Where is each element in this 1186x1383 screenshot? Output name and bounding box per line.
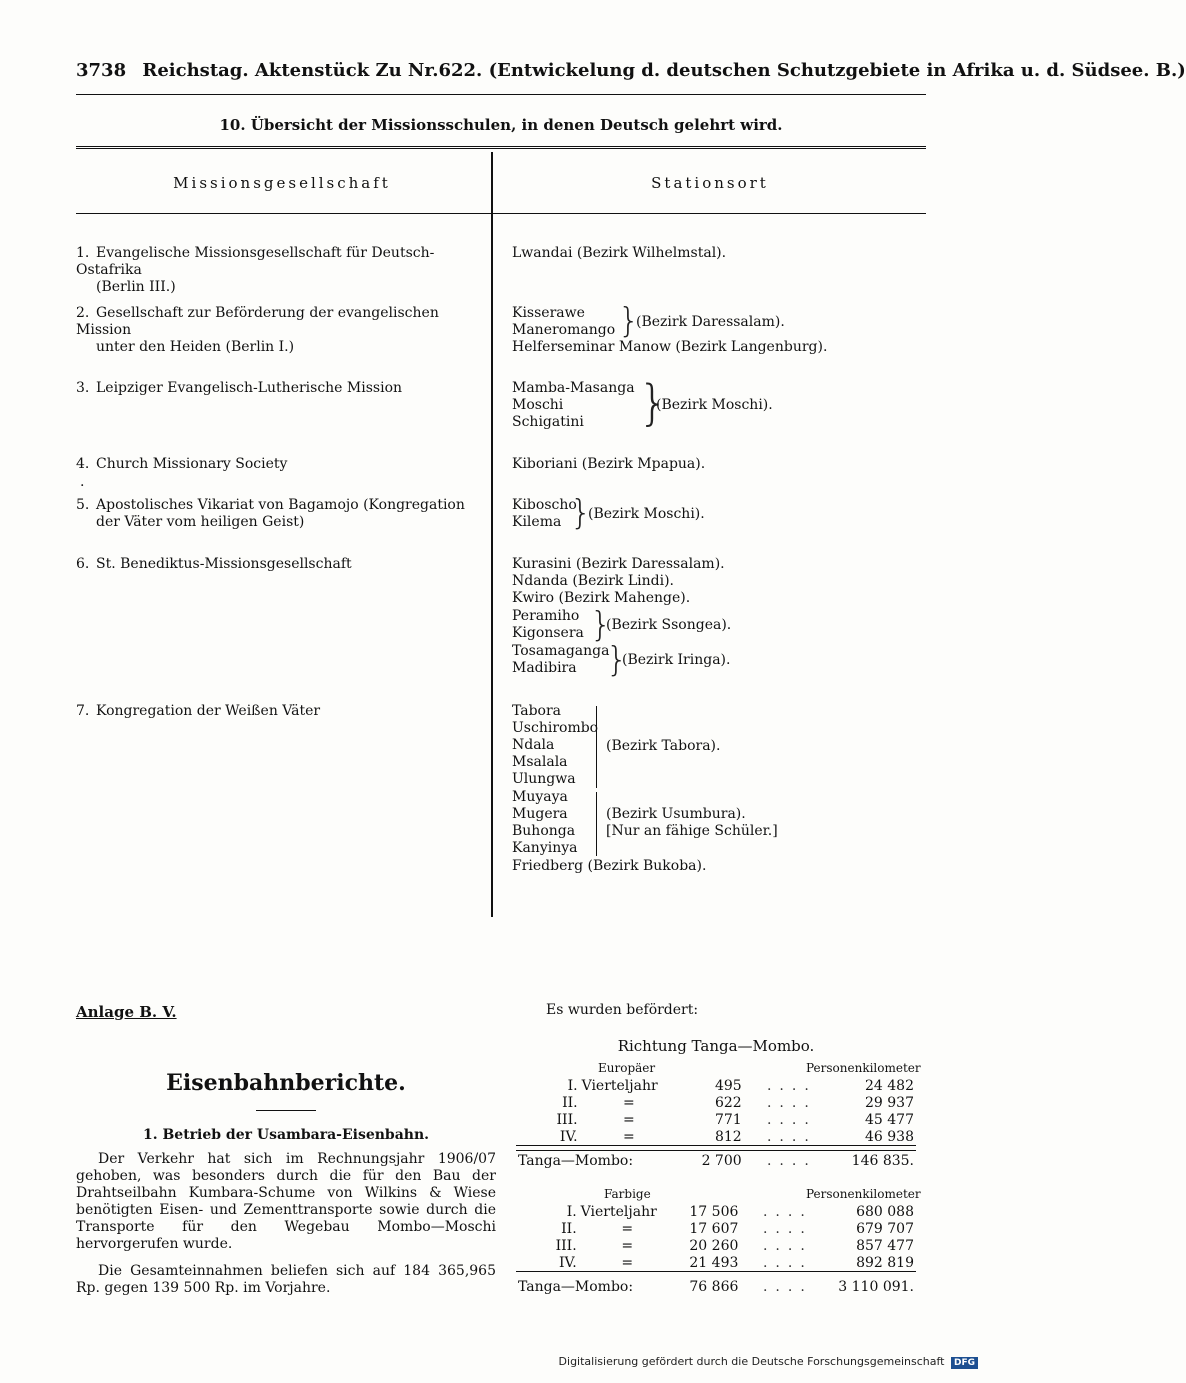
leader-dots: .... [762, 1237, 813, 1254]
brace-line [596, 706, 597, 788]
quarter: III. [555, 1237, 577, 1254]
unit: Vierteljahr [580, 1203, 657, 1220]
station-cell [512, 245, 726, 262]
society-name: Church Missionary Society [96, 456, 288, 472]
table-row [516, 1237, 916, 1254]
pkm: 680 088 [856, 1203, 914, 1220]
table-row [76, 380, 486, 397]
count: 17 607 [689, 1220, 739, 1237]
society-name: St. Benediktus-Missionsgesellschaft [96, 556, 352, 572]
unit: = [621, 1220, 634, 1237]
leader-dots: .... [762, 1203, 813, 1220]
station-name: Helferseminar Manow (Bezirk Langenburg). [512, 339, 828, 355]
pkm: 45 477 [865, 1111, 914, 1128]
quarter: II. [562, 1094, 578, 1111]
table-row [516, 1111, 916, 1128]
district-label: (Bezirk Daressalam). [636, 314, 785, 330]
page-header [76, 60, 1186, 92]
station-name: Muyaya [512, 789, 568, 805]
leader-dots: .... [766, 1094, 817, 1111]
society-name-cont: (Berlin III.) [96, 279, 176, 295]
pkm-label: Personenkilometer [806, 1187, 921, 1201]
europeans-table [516, 1077, 916, 1169]
station-name: Kigonsera [512, 625, 584, 641]
header-rule [76, 94, 926, 95]
brace-icon: } [570, 493, 592, 533]
count: 771 [714, 1111, 742, 1128]
station-name: Moschi [512, 397, 564, 413]
station-name: Kwiro (Bezirk Mahenge). [512, 590, 691, 606]
table-row [516, 1128, 916, 1146]
heading-rule [256, 1110, 316, 1111]
district-label: (Bezirk Moschi). [588, 506, 705, 522]
station-name: Schigatini [512, 414, 584, 430]
transport-intro: Es wurden befördert: [546, 1002, 699, 1018]
count: 622 [714, 1094, 742, 1111]
page-number: 3738 [76, 60, 127, 81]
leader-dots: .... [762, 1254, 813, 1271]
society-name-cont: unter den Heiden (Berlin I.) [96, 339, 295, 355]
leader-dots: .... [766, 1128, 817, 1145]
note-label: [Nur an fähige Schüler.] [606, 823, 778, 839]
society-name: Evangelische Missionsgesellschaft für Deutsch-Ostafrika [76, 245, 435, 278]
unit: Vierteljahr [581, 1077, 658, 1094]
table-row [76, 556, 486, 573]
station-name: Mugera [512, 806, 568, 822]
station-name: Tabora [512, 703, 562, 719]
station-name: Tosamaganga [512, 643, 610, 659]
table-row [76, 456, 486, 473]
paragraph: Der Verkehr hat sich im Rechnungsjahr 1906/07 gehoben, was besonders durch die für den Bau der Drahtseilbahn Kumbara-Schume von Wilkins & Wiese benötigten Eisen- und Zementtransporte sowie durch die Transporte für den Wegebau Mombo—Moschi hervorgerufen wurde. [76, 1151, 496, 1252]
dfg-logo: DFG [951, 1357, 978, 1369]
society-name: Apostolisches Vikariat von Bagamojo (Kongregation [96, 497, 465, 513]
station-name: Kisserawe [512, 305, 585, 321]
station-name: Friedberg (Bezirk Bukoba). [512, 858, 707, 874]
row-number: 7. [76, 703, 90, 719]
district-label: (Bezirk Moschi). [656, 397, 773, 413]
row-number: 3. [76, 380, 90, 396]
station-name: Buhonga [512, 823, 576, 839]
society-name: Gesellschaft zur Beförderung der evangelischen Mission [76, 305, 439, 338]
group-label-colored: Farbige [604, 1187, 651, 1201]
quarter: II. [561, 1220, 577, 1237]
pkm: 24 482 [865, 1077, 914, 1094]
district-label: (Bezirk Usumbura). [606, 806, 746, 822]
row-number: 2. [76, 305, 90, 321]
pkm-label: Personenkilometer [806, 1061, 921, 1075]
station-name: Ndanda (Bezirk Lindi). [512, 573, 674, 589]
station-name: Uschirombo [512, 720, 599, 736]
brace-icon: } [590, 605, 612, 645]
table-header-rule [76, 213, 926, 214]
station-name: Lwandai (Bezirk Wilhelmstal). [512, 245, 727, 261]
paragraph: Die Gesamteinnahmen beliefen sich auf 184 365,965 Rp. gegen 139 500 Rp. im Vorjahre. [76, 1263, 496, 1296]
society-name-cont: der Väter vom heiligen Geist) [96, 514, 305, 530]
report-heading: Eisenbahnberichte. [166, 1070, 406, 1096]
total-row [516, 1272, 916, 1296]
brace-icon: } [618, 301, 640, 341]
count: 495 [714, 1077, 742, 1094]
leader-dots: .... [766, 1111, 817, 1128]
count: 812 [714, 1128, 742, 1145]
appendix-label: Anlage B. V. [76, 1003, 177, 1021]
table-row [516, 1220, 916, 1237]
quarter: I. [567, 1077, 578, 1094]
total-label: Tanga—Mombo: [518, 1278, 634, 1295]
pkm: 679 707 [856, 1220, 914, 1237]
society-name: Kongregation der Weißen Väter [96, 703, 321, 719]
table-row [76, 497, 486, 531]
district-label: (Bezirk Ssongea). [606, 617, 732, 633]
unit: = [622, 1094, 635, 1111]
leader-dots: .... [766, 1152, 817, 1169]
footer-text: Digitalisierung gefördert durch die Deutsche Forschungsgemeinschaft [558, 1355, 945, 1368]
quarter: III. [556, 1111, 578, 1128]
station-name: Kilema [512, 514, 562, 530]
unit: = [622, 1128, 635, 1145]
count: 20 260 [689, 1237, 739, 1254]
station-name: Madibira [512, 660, 577, 676]
group-label-europeans: Europäer [598, 1061, 656, 1075]
pkm: 46 938 [865, 1128, 914, 1145]
brace-line [596, 792, 597, 856]
brace-icon: } [638, 375, 669, 431]
count: 21 493 [689, 1254, 739, 1271]
pkm: 892 819 [856, 1254, 914, 1271]
row-number: 5. [76, 497, 90, 513]
subheading: 1. Betrieb der Usambara-Eisenbahn. [142, 1127, 430, 1143]
row-number: 1. [76, 245, 90, 261]
header-text: Reichstag. Aktenstück Zu Nr.622. (Entwickelung d. deutschen Schutzgebiete in Afrika u. d. Südsee. B.) [142, 60, 1186, 81]
table-row [516, 1254, 916, 1272]
direction-title: Richtung Tanga—Mombo. [617, 1037, 815, 1055]
station-name: Ndala [512, 737, 555, 753]
station-name: Kiboscho [512, 497, 577, 513]
table-row [76, 305, 486, 356]
society-name: Leipziger Evangelisch-Lutherische Mission [96, 380, 403, 396]
count: 17 506 [689, 1203, 739, 1220]
station-name: Kanyinya [512, 840, 578, 856]
district-label: (Bezirk Iringa). [622, 652, 731, 668]
section-title: 10. Übersicht der Missionsschulen, in denen Deutsch gelehrt wird. [219, 116, 783, 134]
station-name: Kurasini (Bezirk Daressalam). [512, 556, 725, 572]
total-pkm: 3 110 091. [838, 1278, 914, 1295]
stray-dot: . [80, 474, 85, 490]
table-row [516, 1094, 916, 1111]
total-label: Tanga—Mombo: [518, 1152, 634, 1169]
section-rule [516, 1150, 916, 1151]
station-name: Mamba-Masanga [512, 380, 635, 396]
station-name: Ulungwa [512, 771, 576, 787]
digitization-footer [559, 1355, 978, 1369]
brace-icon: } [606, 640, 628, 680]
district-label: (Bezirk Tabora). [606, 738, 721, 754]
table-row [76, 703, 486, 720]
table-row [516, 1077, 916, 1094]
row-number: 4. [76, 456, 90, 472]
leader-dots: .... [762, 1278, 813, 1295]
quarter: I. [566, 1203, 577, 1220]
unit: = [622, 1111, 635, 1128]
unit: = [621, 1254, 634, 1271]
column-header-society: Missionsgesellschaft [173, 174, 391, 192]
total-count: 76 866 [689, 1278, 739, 1295]
column-header-station: Stationsort [651, 174, 769, 192]
quarter: IV. [559, 1128, 578, 1145]
row-number: 6. [76, 556, 90, 572]
table-column-divider [491, 152, 493, 917]
station-name: Msalala [512, 754, 568, 770]
pkm: 29 937 [865, 1094, 914, 1111]
leader-dots: .... [762, 1220, 813, 1237]
unit: = [621, 1237, 634, 1254]
total-pkm: 146 835. [851, 1152, 914, 1169]
table-row [516, 1203, 916, 1220]
station-name: Maneromango [512, 322, 616, 338]
colored-table [516, 1203, 916, 1295]
station-name: Peramiho [512, 608, 580, 624]
station-name: Kiboriani (Bezirk Mpapua). [512, 456, 706, 472]
total-count: 2 700 [701, 1152, 742, 1169]
leader-dots: .... [766, 1077, 817, 1094]
quarter: IV. [559, 1254, 577, 1271]
table-top-rule [76, 146, 926, 149]
table-row [76, 245, 486, 296]
pkm: 857 477 [856, 1237, 914, 1254]
